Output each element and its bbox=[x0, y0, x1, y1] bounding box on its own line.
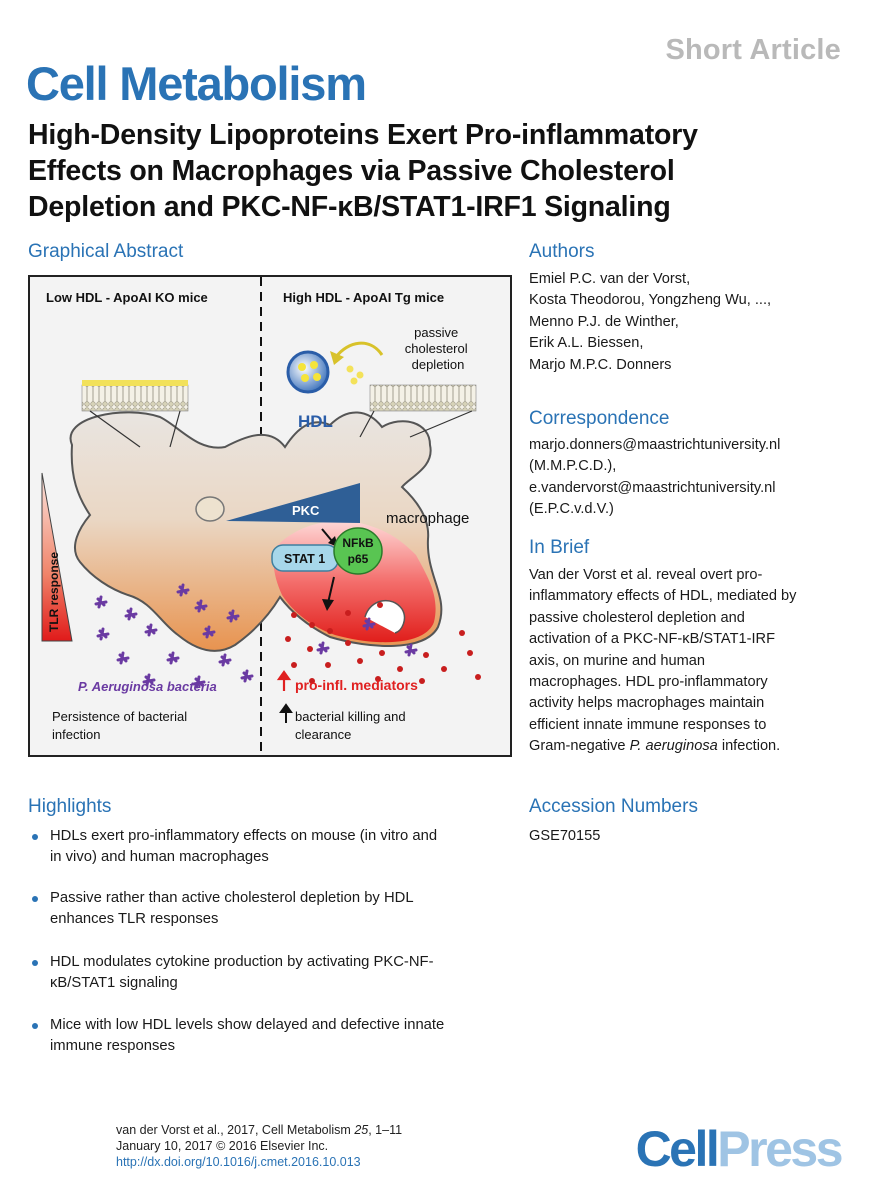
bullet-icon bbox=[32, 1023, 38, 1029]
brief-line: axis, on murine and human bbox=[529, 652, 706, 669]
p65-label: p65 bbox=[347, 552, 369, 566]
highlight-item: Passive rather than active cholesterol depletion by HDL enhances TLR responses bbox=[30, 888, 520, 931]
persistence-label: Persistence of bacterial infection bbox=[52, 709, 188, 742]
passive-line: cholesterol bbox=[404, 341, 468, 356]
title-line: Effects on Macrophages via Passive Cholesterol bbox=[28, 155, 675, 187]
brief-line: passive cholesterol depletion and bbox=[529, 609, 745, 626]
accession-heading: Accession Numbers bbox=[529, 796, 698, 817]
bullet-icon bbox=[32, 834, 38, 840]
email-link[interactable]: marjo.donners@maastrichtuniversity.nl bbox=[529, 437, 781, 453]
brief-line: efficient innate immune responses to bbox=[529, 716, 767, 733]
cholesterol-band-left bbox=[82, 380, 188, 386]
bullet-icon bbox=[32, 896, 38, 902]
correspondence-list bbox=[529, 435, 780, 521]
correspondence-initials: (E.P.C.v.d.V.) bbox=[529, 501, 614, 518]
author-line: Emiel P.C. van der Vorst, bbox=[529, 271, 691, 287]
up-arrow-icon bbox=[279, 672, 289, 691]
brief-line: activity helps macrophages maintain bbox=[529, 695, 765, 712]
highlight-item: Mice with low HDL levels show delayed and defective innate immune responses bbox=[30, 1015, 520, 1058]
author-line: Erik A.L. Biessen, bbox=[529, 335, 644, 352]
nucleus bbox=[196, 497, 224, 521]
brief-line: Gram-negative P. aeruginosa infection. bbox=[529, 738, 781, 755]
correspondence-initials: (M.M.P.C.D.), bbox=[529, 458, 617, 475]
bullet-icon bbox=[32, 960, 38, 966]
highlight-item: HDL modulates cytokine production by activating PKC-NF- κB/STAT1 signaling bbox=[30, 952, 520, 995]
correspondence-heading: Correspondence bbox=[529, 408, 670, 429]
stat1-label: STAT 1 bbox=[284, 552, 326, 566]
authors-heading: Authors bbox=[529, 241, 595, 262]
journal-name: Cell Metabolism bbox=[26, 57, 366, 110]
email-link[interactable]: e.vandervorst@maastrichtuniversity.nl bbox=[529, 479, 776, 496]
efflux-arrow-icon bbox=[336, 343, 382, 357]
nfkb-label: NFkB bbox=[342, 536, 374, 550]
graphical-abstract-heading: Graphical Abstract bbox=[28, 241, 184, 262]
citation-footer bbox=[116, 1122, 402, 1170]
hdl-particle-icon bbox=[288, 352, 328, 392]
up-arrow-icon bbox=[281, 705, 291, 723]
date-line: January 10, 2017 © 2016 Elsevier Inc. bbox=[116, 1139, 329, 1153]
doi-link[interactable]: http://dx.doi.org/10.1016/j.cmet.2016.10.013 bbox=[116, 1155, 361, 1169]
cellpress-logo: CellPress bbox=[635, 1121, 841, 1177]
passive-line: depletion bbox=[411, 357, 465, 372]
citation-line: van der Vorst et al., 2017, Cell Metabolism 25, 1–11 bbox=[116, 1123, 403, 1137]
title-line: Depletion and PKC-NF-κB/STAT1-IRF1 Signaling bbox=[28, 191, 671, 223]
graphical-abstract-svg bbox=[30, 277, 510, 755]
membrane-patch-right bbox=[370, 385, 476, 411]
accession-number[interactable]: GSE70155 bbox=[529, 828, 601, 844]
article-type-label: Short Article bbox=[665, 34, 841, 66]
in-brief-heading: In Brief bbox=[529, 537, 590, 558]
author-line: Kosta Theodorou, Yongzheng Wu, ..., bbox=[529, 292, 772, 309]
passive-depletion-label bbox=[405, 325, 472, 372]
brief-line: inflammatory effects of HDL, mediated by bbox=[529, 588, 797, 605]
pkc-label: PKC bbox=[292, 503, 320, 518]
graphical-abstract-figure bbox=[28, 275, 512, 757]
highlights-heading: Highlights bbox=[28, 796, 112, 817]
hdl-label: HDL bbox=[298, 412, 333, 431]
bacteria-label: P. Aeruginosa bacteria bbox=[78, 679, 217, 694]
author-line: Marjo M.P.C. Donners bbox=[529, 356, 672, 373]
nfkb-circle bbox=[334, 528, 382, 574]
article-title bbox=[28, 117, 868, 225]
tlr-response-label: TLR response bbox=[47, 551, 61, 632]
brief-line: macrophages. HDL pro-inflammatory bbox=[529, 674, 768, 691]
brief-line: Van der Vorst et al. reveal overt pro- bbox=[529, 567, 763, 583]
authors-list bbox=[529, 269, 771, 376]
mediators-label: pro-infl. mediators bbox=[295, 677, 418, 693]
right-panel-title: High HDL - ApoAI Tg mice bbox=[283, 290, 445, 305]
brief-line: activation of a PKC-NF-κB/STAT1-IRF bbox=[529, 631, 775, 648]
left-panel-title: Low HDL - ApoAI KO mice bbox=[46, 290, 208, 305]
in-brief-text bbox=[529, 565, 869, 758]
highlight-item: HDLs exert pro-inflammatory effects on mouse (in vitro and in vivo) and human macrophages bbox=[30, 826, 520, 869]
passive-line: passive bbox=[414, 325, 459, 340]
author-line: Menno P.J. de Winther, bbox=[529, 313, 679, 330]
zoom-line bbox=[410, 411, 472, 437]
membrane-patch-left bbox=[82, 385, 188, 411]
title-line: High-Density Lipoproteins Exert Pro-inflammatory bbox=[28, 119, 698, 151]
macrophage-label: macrophage bbox=[386, 510, 470, 527]
killing-label: bacterial killing and clearance bbox=[295, 709, 406, 742]
